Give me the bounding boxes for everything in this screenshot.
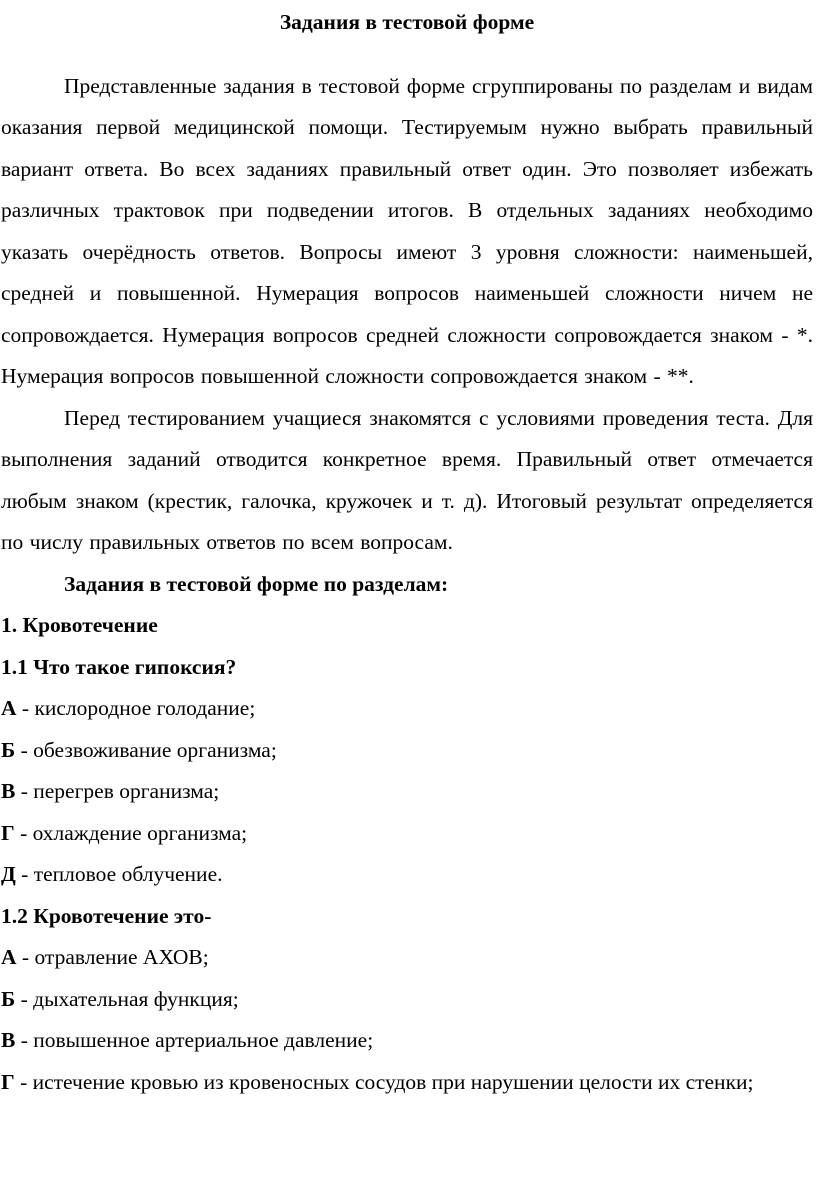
question-block bbox=[1, 647, 813, 896]
option-letter: Б bbox=[1, 737, 16, 762]
option-letter: Д bbox=[1, 862, 16, 886]
option-text: - тепловое облучение. bbox=[15, 862, 223, 886]
option-text: - истечение кровью из кровеносных сосудов при нарушении целости их стенки; bbox=[14, 1069, 754, 1094]
answer-option bbox=[1, 730, 813, 772]
option-letter: В bbox=[1, 779, 16, 803]
sections-heading: Задания в тестовой форме по разделам: bbox=[64, 571, 449, 596]
answer-option bbox=[1, 1062, 813, 1104]
option-letter: А bbox=[1, 945, 17, 969]
option-letter: А bbox=[1, 696, 17, 720]
option-text: - отравление АХОВ; bbox=[16, 945, 209, 969]
intro-paragraph-2: Перед тестированием учащиеся знакомятся с условиями проведения теста. Для выполнения заданий отводится конкретное время. Правильный ответ отмечается любым знаком (крестик, галочка, кружочек и т. д). Итоговый результат определяется по числу правильных ответов по всем вопросам. bbox=[1, 405, 813, 554]
option-text: - обезвоживание организма; bbox=[15, 737, 277, 762]
answer-option bbox=[1, 937, 813, 979]
option-text: - охлаждение организма; bbox=[14, 820, 248, 845]
section-title: 1. Кровотечение bbox=[1, 613, 158, 637]
question-text: 1.1 Что такое гипоксия? bbox=[1, 654, 237, 679]
option-text: - перегрев организма; bbox=[15, 779, 220, 803]
answer-option bbox=[1, 771, 813, 813]
answer-option bbox=[1, 688, 813, 730]
answer-option bbox=[1, 979, 813, 1021]
intro-paragraph-1: Представленные задания в тестовой форме сгруппированы по разделам и видам оказания первой медицинской помощи. Тестируемым нужно выбрать правильный вариант ответа. Во всех заданиях правильный ответ один. Это позволяет избежать различных трактовок при подведении итогов. В отдельных заданиях необходимо указать очерёдность ответов. Вопросы имеют 3 уровня сложности: наименьшей, средней и повышенной. Нумерация вопросов наименьшей сложности ничем не сопровождается. Нумерация вопросов средней сложности сопровождается знаком - *. Нумерация вопросов повышенной сложности сопровождается знаком - **. bbox=[1, 73, 813, 388]
option-text: - повышенное артериальное давление; bbox=[15, 1028, 374, 1052]
option-letter: Г bbox=[1, 820, 15, 845]
option-letter: Б bbox=[1, 986, 16, 1011]
option-text: - кислородное голодание; bbox=[16, 696, 256, 720]
answer-option bbox=[1, 854, 813, 896]
option-text: - дыхательная функция; bbox=[15, 986, 239, 1011]
question-text: 1.2 Кровотечение это- bbox=[1, 903, 212, 928]
page-title: Задания в тестовой форме bbox=[279, 10, 535, 34]
answer-option bbox=[1, 813, 813, 855]
option-letter: В bbox=[1, 1028, 16, 1052]
question-block bbox=[1, 896, 813, 1104]
option-letter: Г bbox=[1, 1069, 15, 1094]
answer-option bbox=[1, 1020, 813, 1062]
